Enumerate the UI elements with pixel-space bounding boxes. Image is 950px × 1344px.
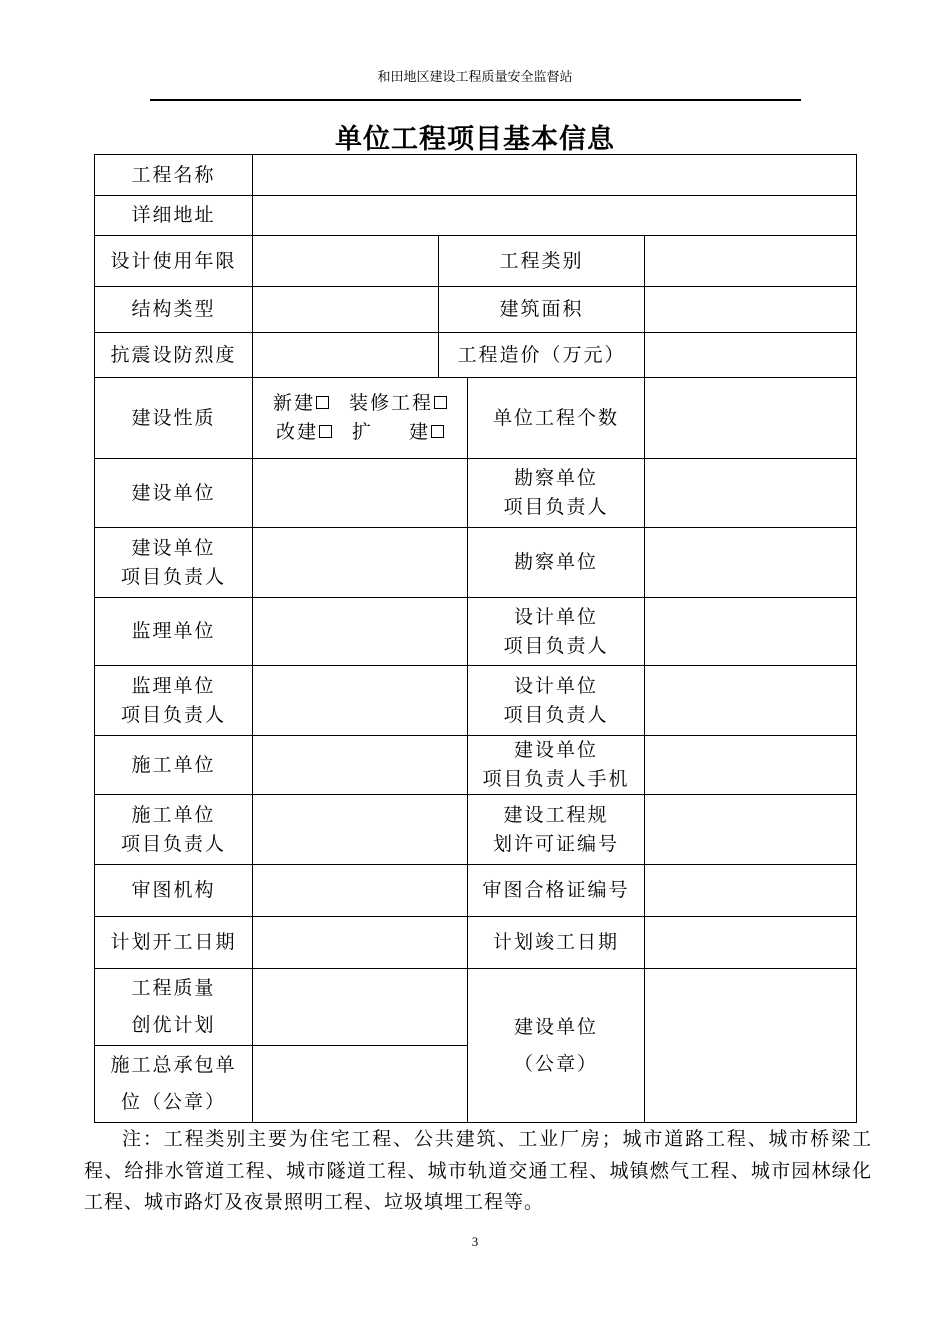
header-divider (150, 99, 801, 101)
label-seismic-intensity: 抗震设防烈度 (95, 333, 253, 378)
project-name-field[interactable] (253, 155, 857, 196)
label-review-certificate: 审图合格证编号 (468, 865, 645, 917)
survey-manager-field[interactable] (645, 459, 857, 528)
label-line: 工程质量 (131, 977, 216, 999)
label-client-seal (468, 969, 645, 1123)
review-certificate-field[interactable] (645, 865, 857, 917)
planning-permit-field[interactable] (645, 795, 857, 865)
table-row (95, 795, 857, 865)
label-design-manager (468, 598, 645, 666)
quality-plan-field[interactable] (253, 969, 468, 1046)
label-design-manager-b (468, 666, 645, 736)
design-manager-b-field[interactable] (645, 666, 857, 736)
option-renovation[interactable] (276, 418, 332, 447)
table-row (95, 865, 857, 917)
table-row (95, 459, 857, 528)
supervision-manager-field[interactable] (253, 666, 468, 736)
label-line: 项目负责人 (120, 832, 226, 855)
label-project-cost: 工程造价（万元） (439, 333, 645, 378)
seismic-intensity-field[interactable] (253, 333, 439, 378)
building-area-field[interactable] (645, 287, 857, 333)
label-line: 位（公章） (120, 1091, 226, 1113)
survey-unit-field[interactable] (645, 528, 857, 598)
label-line: 施工总承包单 (110, 1054, 237, 1076)
label-line: 建设工程规 (503, 803, 609, 826)
label-line: 创优计划 (131, 1014, 216, 1036)
label-design-life: 设计使用年限 (95, 236, 253, 287)
page-title: 单位工程项目基本信息 (335, 124, 615, 155)
option-new-label: 新建 (272, 392, 315, 414)
label-survey-unit: 勘察单位 (468, 528, 645, 598)
table-row (95, 528, 857, 598)
unit-count-field[interactable] (645, 378, 857, 459)
general-contractor-field[interactable] (253, 1046, 468, 1123)
checkbox-icon[interactable] (431, 425, 444, 438)
design-manager-field[interactable] (645, 598, 857, 666)
label-planned-completion: 计划竣工日期 (468, 917, 645, 969)
contractor-unit-field[interactable] (253, 736, 468, 795)
table-row (95, 287, 857, 333)
client-unit-field[interactable] (253, 459, 468, 528)
label-line: 设计单位 (513, 605, 598, 628)
option-renovation-label: 改建 (275, 421, 318, 443)
project-info-table (94, 154, 857, 1123)
label-client-unit: 建设单位 (95, 459, 253, 528)
label-client-manager (95, 528, 253, 598)
label-construction-nature: 建设性质 (95, 378, 253, 459)
label-line: 划许可证编号 (492, 832, 619, 855)
label-line: 施工单位 (131, 803, 216, 826)
header-organization: 和田地区建设工程质量安全监督站 (377, 69, 573, 84)
client-phone-field[interactable] (645, 736, 857, 795)
label-structure-type: 结构类型 (95, 287, 253, 333)
label-contractor-manager (95, 795, 253, 865)
option-expansion[interactable] (352, 418, 444, 447)
label-line: 项目负责人 (120, 565, 226, 588)
label-project-category: 工程类别 (439, 236, 645, 287)
footnote: 注：工程类别主要为住宅工程、公共建筑、工业厂房；城市道路工程、城市桥梁工程、给排水管道工程、城市隧道工程、城市轨道交通工程、城镇燃气工程、城市园林绿化工程、城市路灯及夜景照明工程、垃圾填埋工程等。 (84, 1128, 872, 1213)
client-manager-field[interactable] (253, 528, 468, 598)
table-row (95, 236, 857, 287)
table-row (95, 598, 857, 666)
label-supervision-unit: 监理单位 (95, 598, 253, 666)
label-line: 项目负责人手机 (482, 768, 630, 790)
label-line: 监理单位 (131, 674, 216, 697)
option-decoration-label: 装修工程 (349, 392, 434, 414)
label-line: 建设单位 (131, 536, 216, 559)
table-row (95, 969, 857, 1046)
label-planning-permit (468, 795, 645, 865)
page-number: 3 (471, 1234, 479, 1249)
review-agency-field[interactable] (253, 865, 468, 917)
structure-type-field[interactable] (253, 287, 439, 333)
table-row (95, 666, 857, 736)
address-field[interactable] (253, 196, 857, 236)
label-address: 详细地址 (95, 196, 253, 236)
label-client-phone (468, 736, 645, 795)
construction-nature-options (253, 378, 468, 459)
option-expansion-label-1: 扩 (351, 421, 373, 443)
checkbox-icon[interactable] (319, 425, 332, 438)
label-unit-count: 单位工程个数 (468, 378, 645, 459)
table-row (95, 155, 857, 196)
design-life-field[interactable] (253, 236, 439, 287)
label-line: 建设单位 (513, 1015, 598, 1038)
label-line: 建设单位 (513, 739, 598, 761)
label-project-name: 工程名称 (95, 155, 253, 196)
table-row (95, 378, 857, 459)
label-quality-plan (95, 969, 253, 1046)
label-building-area: 建筑面积 (439, 287, 645, 333)
table-row (95, 333, 857, 378)
supervision-unit-field[interactable] (253, 598, 468, 666)
client-seal-field[interactable] (645, 969, 857, 1123)
project-cost-field[interactable] (645, 333, 857, 378)
label-line: 设计单位 (513, 674, 598, 697)
label-review-agency: 审图机构 (95, 865, 253, 917)
label-line: 项目负责人 (503, 703, 609, 726)
label-line: 项目负责人 (503, 634, 609, 657)
label-line: 项目负责人 (503, 496, 609, 518)
label-contractor-unit: 施工单位 (95, 736, 253, 795)
label-line: （公章） (513, 1052, 598, 1075)
contractor-manager-field[interactable] (253, 795, 468, 865)
planned-completion-field[interactable] (645, 917, 857, 969)
table-row (95, 736, 857, 795)
label-supervision-manager (95, 666, 253, 736)
project-category-field[interactable] (645, 236, 857, 287)
option-expansion-label-2: 建 (409, 421, 431, 443)
label-planned-start: 计划开工日期 (95, 917, 253, 969)
checkbox-icon[interactable] (316, 396, 329, 409)
label-survey-manager (468, 459, 645, 528)
option-new[interactable] (273, 389, 329, 418)
table-row (95, 196, 857, 236)
label-general-contractor (95, 1046, 253, 1123)
option-decoration[interactable] (349, 389, 447, 418)
label-line: 勘察单位 (513, 467, 598, 489)
checkbox-icon[interactable] (434, 396, 447, 409)
table-row (95, 917, 857, 969)
label-line: 项目负责人 (120, 703, 226, 726)
planned-start-field[interactable] (253, 917, 468, 969)
